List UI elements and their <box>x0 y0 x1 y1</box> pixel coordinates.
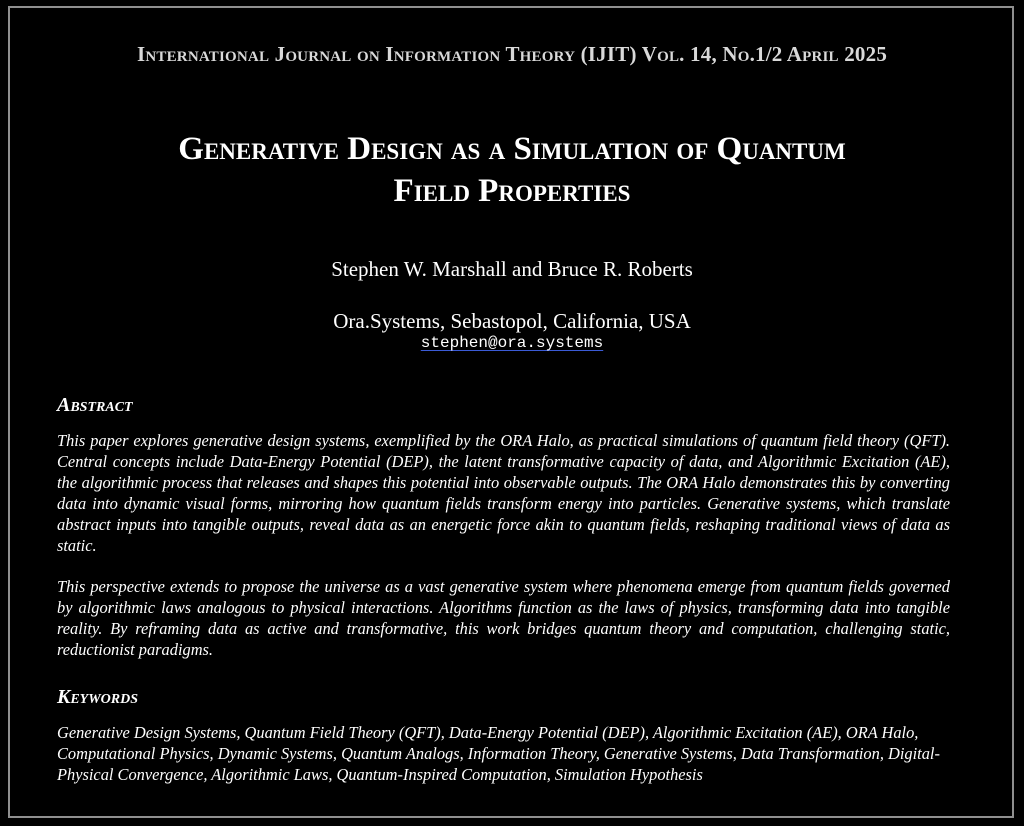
abstract-paragraph-1: This paper explores generative design systems, exemplified by the ORA Halo, as practical simulations of quantum field theory (QFT). Central concepts include Data-Energy Potential (DEP), the latent transformative capacity of data, and Algorithmic Excitation (AE), the algorithmic process that releases and shapes this potential into observable outputs. The ORA Halo demonstrates this by converting data into dynamic visual forms, mirroring how quantum fields transform energy into particles. Generative systems, which translate abstract inputs into tangible outputs, reveal data as an energetic force akin to quantum fields, reshaping traditional views of data as static. <box>57 431 950 555</box>
journal-header: International Journal on Information Theory (IJIT) Vol. 14, No.1/2 April 2025 <box>136 42 888 66</box>
email-link[interactable]: stephen@ora.systems <box>420 334 604 352</box>
abstract-heading: Abstract <box>57 394 133 416</box>
paper-title <box>40 128 984 212</box>
affiliation: Ora.Systems, Sebastopol, California, USA <box>333 309 691 333</box>
email-container <box>0 334 1024 352</box>
paper-title-line-1: Generative Design as a Simulation of Quantum <box>178 131 846 167</box>
keywords-text: Generative Design Systems, Quantum Field Theory (QFT), Data-Energy Potential (DEP), Algorithmic Excitation (AE), ORA Halo, Computational Physics, Dynamic Systems, Quantum Analogs, Information Theory, Generative Systems, Data Transformation, Digital-Physical Convergence, Algorithmic Laws, Quantum-Inspired Computation, Simulation Hypothesis <box>57 723 940 784</box>
abstract-paragraph-2: This perspective extends to propose the universe as a vast generative system where phenomena emerge from quantum fields governed by algorithmic laws analogous to physical interactions. Algorithms function as the laws of physics, transforming data into tangible reality. By reframing data as active and transformative, this work bridges quantum theory and computation, challenging static, reductionist paradigms. <box>57 577 950 659</box>
keywords-heading: Keywords <box>57 686 139 708</box>
paper-title-line-2: Field Properties <box>393 173 631 209</box>
authors: Stephen W. Marshall and Bruce R. Roberts <box>331 257 693 281</box>
